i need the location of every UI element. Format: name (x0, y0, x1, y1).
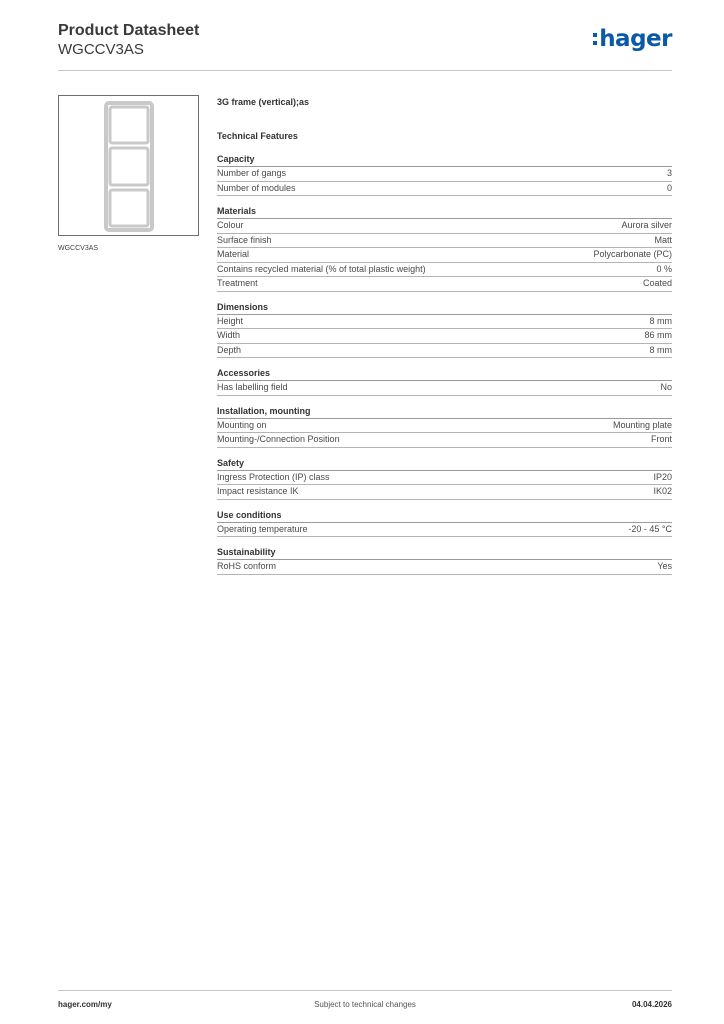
spec-label: Number of gangs (217, 168, 287, 178)
section-title: Materials (217, 206, 672, 219)
section-use-conditions (217, 510, 672, 538)
section-materials (217, 206, 672, 292)
spec-label: Has labelling field (217, 382, 288, 392)
spec-row (217, 167, 672, 182)
feature-sections (217, 154, 672, 575)
section-sustainability (217, 547, 672, 575)
page-header (58, 20, 672, 71)
product-description: 3G frame (vertical);as (217, 97, 310, 107)
spec-label: Height (217, 315, 244, 326)
spec-row (217, 277, 672, 292)
page-footer (58, 990, 672, 1011)
spec-row (217, 263, 672, 278)
section-accessories (217, 368, 672, 396)
spec-value: Front (650, 434, 672, 444)
spec-value: Matt (654, 234, 672, 245)
spec-value: Coated (642, 278, 672, 288)
spec-value: 8 mm (649, 344, 672, 355)
product-image (58, 95, 199, 236)
spec-row (217, 344, 672, 359)
spec-label: Depth (217, 344, 242, 355)
spec-value: 8 mm (649, 315, 672, 326)
image-caption: WGCCV3AS (58, 245, 99, 252)
footer-notice: Subject to technical changes (314, 1000, 416, 1009)
logo-dots-icon (593, 28, 597, 50)
spec-value: IK02 (653, 486, 672, 496)
spec-label: RoHS conform (217, 561, 277, 571)
section-title: Capacity (217, 154, 672, 167)
section-title: Use conditions (217, 510, 672, 523)
section-title: Dimensions (217, 302, 672, 315)
spec-label: Mounting on (217, 419, 267, 430)
technical-features-heading: Technical Features (217, 131, 298, 141)
document-subtitle: WGCCV3AS (58, 41, 144, 58)
logo-text: hager (599, 26, 672, 52)
section-title: Accessories (217, 368, 672, 381)
spec-row (217, 560, 672, 575)
spec-label: Ingress Protection (IP) class (217, 471, 330, 482)
spec-value: 0 (666, 182, 672, 193)
section-title: Installation, mounting (217, 406, 672, 419)
spec-label: Mounting-/Connection Position (217, 434, 340, 444)
spec-label: Colour (217, 220, 244, 230)
spec-row (217, 219, 672, 234)
spec-row (217, 182, 672, 197)
spec-value: Yes (657, 561, 672, 571)
spec-value: 0 % (656, 263, 672, 274)
spec-label: Treatment (217, 278, 258, 288)
spec-label: Impact resistance IK (217, 486, 299, 496)
spec-value: Mounting plate (612, 419, 672, 430)
spec-value: 3 (666, 168, 672, 178)
spec-label: Contains recycled material (% of total plastic weight) (217, 263, 426, 274)
spec-label: Operating temperature (217, 523, 308, 534)
section-capacity (217, 154, 672, 196)
spec-row (217, 315, 672, 330)
spec-row (217, 381, 672, 396)
spec-row (217, 485, 672, 500)
spec-label: Material (217, 249, 250, 259)
hager-logo (593, 26, 672, 52)
spec-value: -20 - 45 °C (628, 523, 672, 534)
spec-row (217, 433, 672, 448)
spec-row (217, 471, 672, 486)
section-dimensions (217, 302, 672, 359)
spec-value: No (660, 382, 672, 392)
section-safety (217, 458, 672, 500)
spec-label: Width (217, 330, 241, 340)
spec-value: IP20 (653, 471, 672, 482)
spec-value: Polycarbonate (PC) (593, 249, 672, 259)
spec-value: 86 mm (644, 330, 672, 340)
product-details (217, 96, 672, 585)
spec-row (217, 419, 672, 434)
spec-row (217, 248, 672, 263)
section-installation-mounting (217, 406, 672, 448)
spec-row (217, 329, 672, 344)
spec-value: Aurora silver (621, 220, 672, 230)
footer-website: hager.com/my (58, 1000, 112, 1009)
section-title: Safety (217, 458, 672, 471)
spec-row (217, 523, 672, 538)
document-title: Product Datasheet (58, 22, 200, 39)
footer-date: 04.04.2026 (631, 1000, 672, 1009)
spec-label: Surface finish (217, 234, 272, 245)
section-title: Sustainability (217, 547, 672, 560)
spec-row (217, 234, 672, 249)
vertical-frame-icon (104, 101, 154, 232)
spec-label: Number of modules (217, 182, 296, 193)
